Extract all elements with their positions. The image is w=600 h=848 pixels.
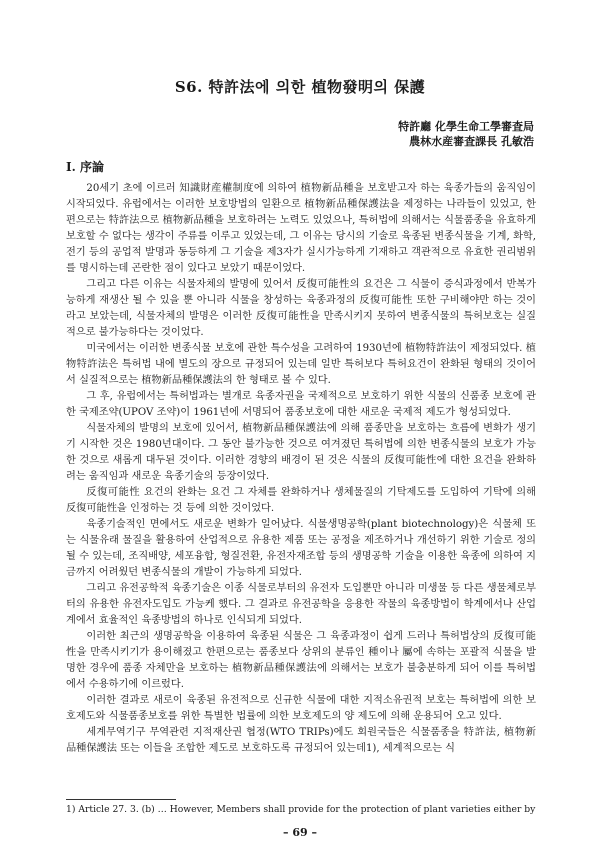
paragraph: 反復可能性 요건의 완화는 요건 그 자체를 완화하거나 생체물질의 기탁제도를 도입하여 기탁에 의해 反復可能性을 인정하는 것 등에 의한 것이었다.: [66, 487, 536, 514]
paragraph: 이러한 결과로 새로이 육종된 유전적으로 신규한 식물에 대한 지적소유권적 보호는 특허법에 의한 보호제도와 식물품종보호를 위한 특별한 법률에 의한 보호제도의 양 제도에 의해 운용되어 오고 있다.: [66, 695, 536, 722]
paragraph: 그 후, 유럽에서는 특허법과는 별개로 육종자권을 국제적으로 보호하기 위한 식물의 신품종 보호에 관한 국제조약(UPOV 조약)이 1961년에 서명되어 품종보호에 대한 새로운 국제적 제도가 형성되었다.: [66, 391, 536, 418]
body-text: [66, 181, 536, 757]
paragraph: 세계무역기구 무역관련 지적재산권 협정(WTO TRIPs)에도 회원국들은 식물품종을 特許法, 植物新品種保護法 또는 이들을 조합한 제도로 보호하도록 규정되어 있는데1), 세계적으로는 식: [66, 727, 536, 754]
author-affiliation: 特許廳 化學生命工學審査局: [398, 120, 534, 133]
paragraph: 20세기 초에 이르러 知識財産權制度에 의하여 植物新品種을 보호받고자 하는 육종가들의 움직임이 시작되었다. 유럽에서는 이러한 보호방법의 일환으로 植物新品種保護法을 제정하는 나라들이 있었고, 한편으로는 特許法으로 植物新品種을 보호하려는 노력도 있었으나, 특허법에 의해서는 식물품종을 유효하게 보호할 수 없다는 생각이 주류를 이루고 있었는데, 그 이유는 당시의 기술로 육종된 변종식물을 기계, 화학, 전기 등의 공업적 발명과 동등하게 그 기술을 제3자가 실시가능하게 기재하고 객관적으로 유효한 권리범위를 명시하는데 곤란한 점이 있다고 보았기 때문이었다.: [66, 183, 536, 274]
footnote: 1) Article 27. 3. (b) … However, Members shall provide for the protection of plant varieties either by: [66, 804, 536, 815]
footnote-divider: [66, 799, 176, 800]
paragraph: 이러한 최근의 생명공학을 이용하여 육종된 식물은 그 육종과정이 쉽게 드러나 특허법상의 反復可能性을 만족시키기가 용이해졌고 한편으로는 품종보다 상위의 분류인 種이나 屬에 속하는 포괄적 식물을 발명한 경우에 품종 자체만을 보호하는 植物新品種保護法에 의해서는 보호가 불충분하게 되어 이를 특허법에서 수용하기에 이르렀다.: [66, 631, 536, 690]
author-name: 農林水産審査課長 孔敏浩: [409, 135, 534, 148]
paragraph: 육종기술적인 면에서도 새로운 변화가 일어났다. 식물생명공학(plant biotechnology)은 식물체 또는 식물유래 물질을 활용하여 산업적으로 유용한 제품 또는 공정을 제조하거나 개선하기 위한 기술로 정의될 수 있는데, 조직배양, 세포융합, 형질전환, 유전자재조합 등의 생명공학 기술을 이용한 육종에 의하여 지금까지 어려웠던 변종식물의 개발이 가능하게 되었다.: [66, 519, 536, 578]
section-heading: Ⅰ. 序論: [66, 160, 104, 174]
page-title: S6. 特許法에 의한 植物發明의 保護: [174, 78, 426, 96]
paragraph: 미국에서는 이러한 변종식물 보호에 관한 특수성을 고려하여 1930년에 植物特許法이 제정되었다. 植物特許法은 특허법 내에 별도의 장으로 규정되어 있는데 일반 특허보다 특허요건이 완화된 형태의 것이어서 실질적으로는 植物新品種保護法의 한 형태로 볼 수 있다.: [66, 343, 536, 386]
paragraph: 식물자체의 발명의 보호에 있어서, 植物新品種保護法에 의해 품종만을 보호하는 흐름에 변화가 생기기 시작한 것은 1980년대이다. 그 동안 불가능한 것으로 여겨졌던 특허법에 의한 변종식물의 보호가 가능한 것으로 새롭게 대두된 것이다. 이러한 경향의 배경이 된 것은 식물의 反復可能性에 대한 요건을 완화하려는 움직임과 새로운 육종기술의 등장이었다.: [66, 423, 536, 482]
paragraph: 그리고 유전공학적 육종기술은 이종 식물로부터의 유전자 도입뿐만 아니라 미생물 등 다른 생물체로부터의 유용한 유전자도입도 가능케 했다. 그 결과로 유전공학을 응용한 작물의 육종방법이 학계에서나 산업계에서 효율적인 육종방법의 하나로 인식되게 되었다.: [66, 583, 536, 626]
page-number: – 69 –: [283, 826, 317, 839]
paragraph: 그리고 다른 이유는 식물자체의 발명에 있어서 反復可能性의 요건은 그 식물이 증식과정에서 반복가능하게 재생산 될 수 있을 뿐 아니라 식물을 창성하는 육종과정의 反復可能性 또한 구비해야만 하는 것이라고 보았는데, 식물자체의 발명은 이러한 反復可能性을 만족시키지 못하여 변종식물의 특허보호는 실질적으로 불가능하다는 것이었다.: [66, 279, 536, 338]
